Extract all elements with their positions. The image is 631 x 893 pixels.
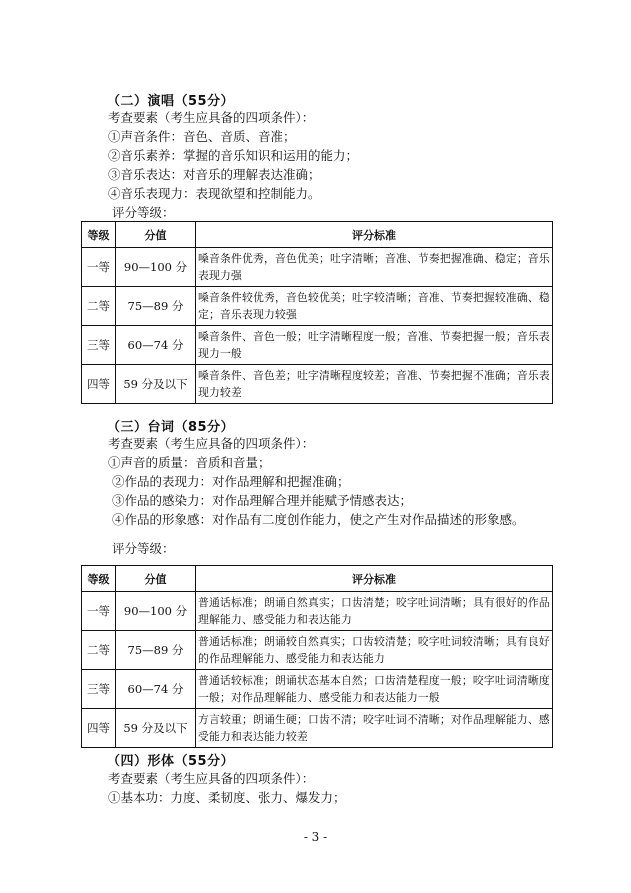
grading-table-singing	[81, 221, 553, 404]
table-header-row	[82, 222, 553, 248]
grading-table-lines	[81, 565, 553, 748]
score-cell: 60—74 分	[116, 326, 196, 365]
table-header-row	[82, 566, 553, 592]
section-intro: 考查要素（考生应具备的四项条件）：	[108, 436, 315, 451]
criteria-item: ③音乐表达：对音乐的理解表达准确；	[108, 167, 321, 182]
header-level: 等级	[82, 222, 116, 248]
page-number: - 3 -	[303, 830, 328, 844]
score-cell: 60—74 分	[116, 670, 196, 709]
criteria-item: ③作品的感染力：对作品理解合理并能赋予情感表达；	[112, 493, 413, 508]
level-cell: 四等	[82, 365, 116, 404]
section-title-singing: （二）演唱（55分）	[107, 94, 235, 109]
score-cell: 59 分及以下	[116, 709, 196, 748]
criteria-cell: 方言较重；朗诵生硬；口齿不清；咬字吐词不清晰；对作品理解能力、感受能力和表达能力较差	[196, 709, 553, 748]
criteria-cell: 嗓音条件较优秀，音色较优美；吐字较清晰；音准、节奏把握较准确、稳定；音乐表现力较强	[196, 287, 553, 326]
section-intro: 考查要素（考生应具备的四项条件）：	[108, 771, 315, 786]
criteria-cell: 嗓音条件、音色一般；吐字清晰程度一般；音准、节奏把握一般；音乐表现力一般	[196, 326, 553, 365]
criteria-cell: 嗓音条件优秀，音色优美；吐字清晰；音准、节奏把握准确、稳定；音乐表现力强	[196, 248, 553, 287]
table-row	[82, 365, 553, 404]
header-score: 分值	[116, 566, 196, 592]
level-cell: 四等	[82, 709, 116, 748]
criteria-item: ①声音条件：音色、音质、音准；	[108, 129, 296, 144]
criteria-item: ①声音的质量：音质和音量；	[108, 455, 271, 470]
level-cell: 一等	[82, 248, 116, 287]
level-cell: 三等	[82, 326, 116, 365]
table-row	[82, 592, 553, 631]
table-row	[82, 248, 553, 287]
grading-label: 评分等级：	[112, 205, 175, 220]
table-row	[82, 287, 553, 326]
section-intro: 考查要素（考生应具备的四项条件）：	[108, 110, 315, 125]
level-cell: 一等	[82, 592, 116, 631]
header-criteria: 评分标准	[196, 566, 553, 592]
header-level: 等级	[82, 566, 116, 592]
score-cell: 59 分及以下	[116, 365, 196, 404]
criteria-item: ①基本功：力度、柔韧度、张力、爆发力；	[108, 790, 346, 805]
criteria-item: ②作品的表现力：对作品理解和把握准确；	[112, 474, 350, 489]
criteria-cell: 普通话较标准；朗诵状态基本自然；口齿清楚程度一般；咬字吐词清晰度一般；对作品理解能力、感受能力和表达能力一般	[196, 670, 553, 709]
criteria-item: ④音乐表现力：表现欲望和控制能力。	[108, 186, 321, 201]
section-title-lines: （三）台词（85分）	[107, 420, 235, 435]
criteria-cell: 普通话标准；朗诵较自然真实；口齿较清楚；咬字吐词较清晰；具有良好的作品理解能力、感受能力和表达能力	[196, 631, 553, 670]
criteria-cell: 嗓音条件、音色差；吐字清晰程度较差；音准、节奏把握不准确；音乐表现力较差	[196, 365, 553, 404]
score-cell: 90—100 分	[116, 248, 196, 287]
table-row	[82, 709, 553, 748]
level-cell: 二等	[82, 287, 116, 326]
score-cell: 75—89 分	[116, 631, 196, 670]
criteria-item: ④作品的形象感：对作品有二度创作能力，使之产生对作品描述的形象感。	[112, 512, 525, 527]
section-title-physique: （四）形体（55分）	[107, 754, 235, 769]
criteria-item: ②音乐素养：掌握的音乐知识和运用的能力；	[108, 148, 359, 163]
score-cell: 75—89 分	[116, 287, 196, 326]
level-cell: 三等	[82, 670, 116, 709]
criteria-cell: 普通话标准；朗诵自然真实；口齿清楚；咬字吐词清晰；具有很好的作品理解能力、感受能力和表达能力	[196, 592, 553, 631]
table-row	[82, 631, 553, 670]
header-score: 分值	[116, 222, 196, 248]
score-cell: 90—100 分	[116, 592, 196, 631]
grading-label: 评分等级：	[112, 541, 175, 556]
table-row	[82, 670, 553, 709]
header-criteria: 评分标准	[196, 222, 553, 248]
level-cell: 二等	[82, 631, 116, 670]
table-row	[82, 326, 553, 365]
